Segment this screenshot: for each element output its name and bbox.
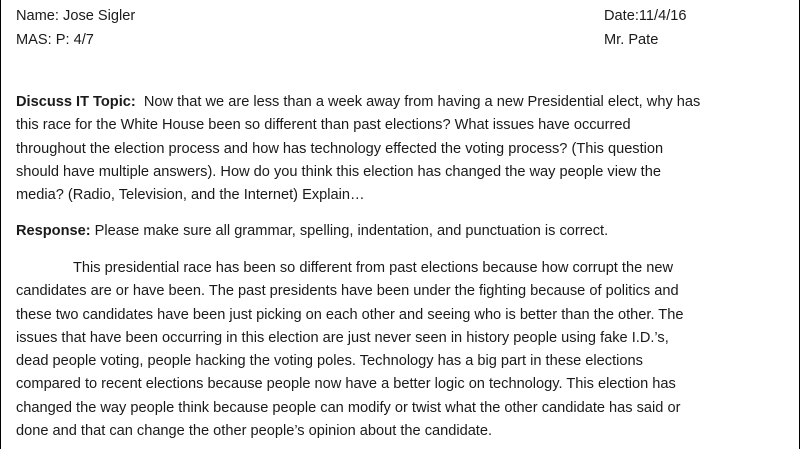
date: Date:11/4/16: [604, 8, 687, 24]
essay-line: dead people voting, people hacking the voting poles. Technology has a big part in these elections: [16, 353, 643, 370]
essay-line: changed the way people think because people can modify or twist what the other candidate has said or: [16, 399, 681, 416]
topic-paragraph: [16, 91, 791, 207]
essay-line: This presidential race has been so different from past elections because how corrupt the new: [73, 260, 674, 276]
student-name: Name: Jose Sigler: [16, 8, 136, 24]
topic-text: Now that we are less than a week away from having a new Presidential elect, why has: [143, 94, 701, 110]
topic-line: should have multiple answers). How do you think this election has changed the way people view the: [16, 163, 661, 180]
response-label: Response:: [16, 223, 91, 239]
essay-line: compared to recent elections because people now have a better logic on technology. This election has: [16, 376, 676, 393]
essay-line: these two candidates have been just picking on each other and seeing who is better than the other. The: [16, 306, 684, 323]
topic-line: this race for the White House been so different than past elections? What issues have occurred: [16, 117, 631, 134]
essay-line: candidates are or have been. The past presidents have been under the fighting because of politics and: [16, 283, 679, 300]
topic-line: media? (Radio, Television, and the Internet) Explain…: [16, 187, 365, 204]
response-instructions: [16, 220, 791, 243]
essay-line: done and that can change the other people’s opinion about the candidate.: [16, 423, 493, 440]
response-instruction-text: Please make sure all grammar, spelling, indentation, and punctuation is correct.: [94, 223, 609, 239]
topic-line: [16, 91, 791, 114]
response-line: [16, 220, 791, 243]
topic-line: throughout the election process and how has technology effected the voting process? (This question: [16, 140, 664, 157]
teacher-name: Mr. Pate: [604, 32, 659, 48]
class-period: MAS: P: 4/7: [16, 32, 94, 48]
essay-paragraph: [16, 257, 791, 443]
essay-line: issues that have been occurring in this election are just never seen in history people using fake I.D.’s,: [16, 329, 669, 346]
topic-label: Discuss IT Topic:: [16, 94, 136, 110]
